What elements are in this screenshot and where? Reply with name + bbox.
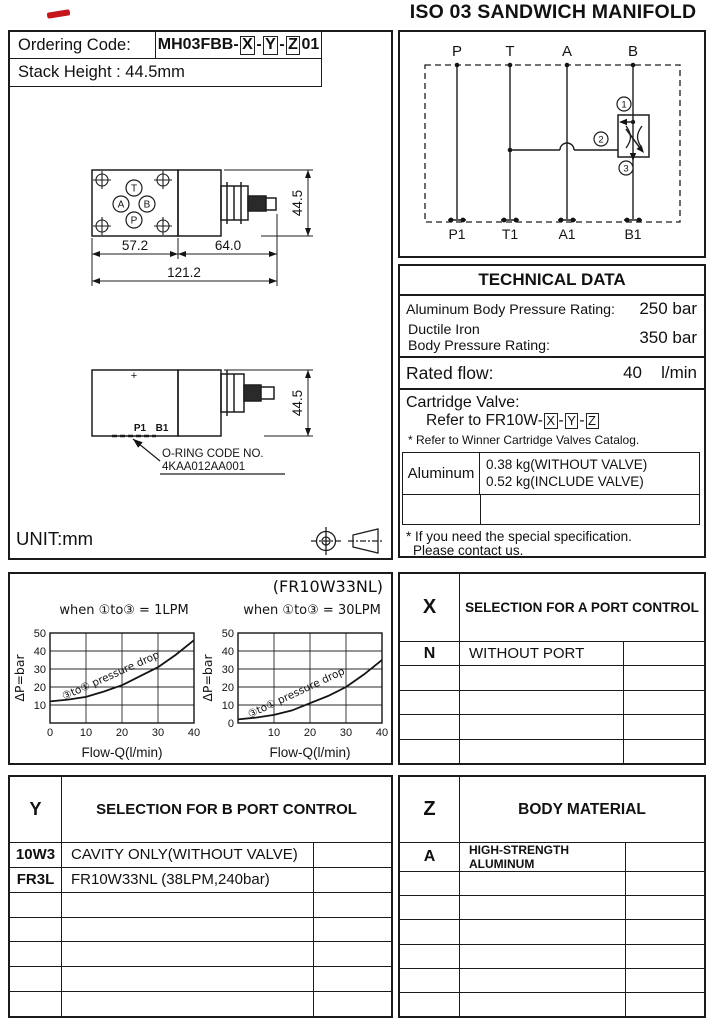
performance-charts-panel [8,572,393,765]
weight-table [402,452,700,525]
divider [400,388,704,390]
svg-text:20: 20 [33,682,46,694]
page-title: ISO 03 SANDWICH MANIFOLD [409,1,697,23]
aluminum-rating-label: Aluminum Body Pressure Rating: [406,302,615,318]
svg-text:10: 10 [79,727,93,739]
cartridge-title: Cartridge Valve: [406,394,520,411]
code-y-box: Y [263,36,279,55]
callout-1: 1 [621,99,627,111]
technical-data-panel [398,264,706,558]
unit-label: UNIT:mm [16,528,94,549]
top-view-drawing [76,158,326,306]
option-desc: CAVITY ONLY(WITHOUT VALVE) [71,846,298,864]
empty-row [400,740,704,763]
x-selection-table [398,572,706,765]
z-table-title: BODY MATERIAL [518,800,646,818]
port-markers [113,180,155,228]
ordering-code-value: MH03FBB- X - Y - Z 01 [157,35,320,53]
option-desc: WITHOUT PORT [469,645,585,663]
svg-text:0: 0 [46,727,54,739]
stack-height-row [10,59,322,87]
svg-text:20: 20 [115,727,129,739]
b1-label: B1 [155,423,169,434]
chart-model-note: (FR10W33NL) [272,577,383,596]
cartridge-z-box: Z [586,413,599,429]
cartridge-y-box: Y [565,413,579,429]
empty-row [400,666,704,690]
svg-text:A1: A1 [558,226,576,242]
port-t-label: T [130,183,138,195]
empty-row [400,691,704,715]
code-z-box: Z [286,36,301,55]
chart2-xlabel: Flow-Q(l/min) [269,745,351,760]
chart2-xticks [268,727,388,739]
callout-bubbles [594,97,633,175]
svg-text:T1: T1 [501,226,519,242]
dimension-lines [92,170,313,286]
dim-44-5-top: 44.5 [290,189,305,217]
table-row [10,868,391,893]
empty-row [400,715,704,739]
ordering-code-row [10,32,322,59]
red-logo-mark [47,9,71,19]
chart1-yticks [34,628,46,712]
empty-row [10,918,391,943]
option-extra [313,868,391,892]
svg-text:30: 30 [221,664,234,676]
empty-row [400,920,704,944]
y-code-header: Y [10,777,62,842]
empty-row [400,945,704,969]
chart1-title: when ①to③ = 1LPM [59,603,189,618]
dim-64-0: 64.0 [214,238,242,253]
svg-text:50: 50 [33,628,46,640]
option-extra [313,843,391,867]
chart1-ylabel: ΔP=bar [12,654,27,702]
weight-col-divider [480,495,481,524]
ductile-label-line1: Ductile Iron [408,322,480,338]
table-row [10,843,391,868]
rated-flow-value: 40 [623,363,642,382]
chart2-title: when ①to③ = 30LPM [243,603,381,618]
oring-leader-line [133,439,160,461]
weight-line1: 0.38 kg(WITHOUT VALVE) [486,457,648,472]
dim-57-2: 57.2 [121,238,149,253]
schematic-bottom-labels [448,226,641,242]
empty-row [400,969,704,993]
table-row [400,843,704,872]
svg-text:B: B [627,43,639,60]
svg-text:30: 30 [151,727,165,739]
empty-row [400,872,704,896]
x-code-header: X [400,574,460,641]
port-b-label: B [143,199,151,211]
y-table-title: SELECTION FOR B PORT CONTROL [96,801,357,818]
chart2-curve-label: ③to① pressure drop [246,665,347,721]
svg-text:10: 10 [221,700,234,712]
option-desc: HIGH-STRENGTH ALUMINUM [469,843,569,871]
svg-text:T: T [505,43,515,60]
cartridge-x-box: X [544,413,558,429]
empty-row [10,893,391,918]
empty-row [10,942,391,967]
weight-material-cell: Aluminum [403,453,480,495]
ordering-code-label: Ordering Code: [10,32,156,58]
valve-body-outline [178,170,221,236]
empty-row [400,993,704,1016]
ductile-value: 350 bar [639,328,697,347]
svg-text:20: 20 [303,727,317,739]
stem-cap [266,198,276,210]
empty-row [400,896,704,920]
svg-text:40: 40 [221,646,234,658]
table-row [400,642,704,666]
option-extra [625,843,704,871]
side-view-drawing [76,360,326,488]
oring-note-line1: O-RING CODE NO. [162,448,264,460]
stack-height-label: Stack Height : 44.5mm [18,63,185,81]
divider [400,356,704,358]
port-p-label: P [130,215,138,227]
svg-text:A: A [561,43,573,60]
svg-text:40: 40 [187,727,201,739]
flow-control-valve [618,115,649,161]
svg-text:P1: P1 [448,226,466,242]
y-selection-table [8,775,393,1018]
weight-line2: 0.52 kg(INCLUDE VALVE) [486,474,644,489]
empty-row [10,992,391,1016]
svg-text:30: 30 [33,664,46,676]
hydraulic-schematic-panel [398,30,706,258]
cartridge-refer: Refer to FR10W- X - Y - Z [426,412,600,430]
plus-mark: + [130,370,138,382]
special-note-line1: * If you need the special specification. [406,529,632,544]
pressure-drop-chart-1 [12,598,202,764]
option-desc: FR10W33NL (38LPM,240bar) [71,871,270,889]
callout-3: 3 [623,163,629,175]
chart1-xlabel: Flow-Q(l/min) [81,745,163,760]
svg-text:20: 20 [221,682,234,694]
rated-flow-unit: l/min [661,363,697,382]
z-body-material-table [398,775,706,1018]
svg-text:10: 10 [33,700,46,712]
cartridge-note: * Refer to Winner Cartridge Valves Catalog. [408,433,640,447]
schematic-top-labels [452,43,638,60]
pressure-drop-chart-2 [200,598,390,764]
z-code-header: Z [400,777,460,842]
option-code: FR3L [10,868,62,892]
chart1-curve-label: ③to① pressure drop [60,648,162,703]
empty-row [10,967,391,992]
adjust-stem [248,196,266,211]
x-table-title: SELECTION FOR A PORT CONTROL [465,600,699,615]
adjust-stem [244,385,261,401]
hydraulic-schematic [400,32,704,256]
svg-text:50: 50 [221,628,234,640]
special-note-line2: Please contact us. [413,543,524,558]
dim-44-5-side: 44.5 [290,389,305,417]
rated-flow-label: Rated flow: [406,363,494,383]
ductile-label-line2: Body Pressure Rating: [408,338,550,354]
projection-angle-icon [304,522,388,558]
option-extra [623,642,704,665]
option-code: N [400,642,460,665]
stem-cap [261,387,274,399]
aluminum-rating-value: 250 bar [639,299,697,318]
svg-text:30: 30 [339,727,353,739]
drawing-panel [8,30,393,560]
port-a-label: A [117,199,125,211]
option-code: 10W3 [10,843,62,867]
svg-text:P: P [451,43,463,60]
svg-text:40: 40 [375,727,389,739]
option-code: A [400,843,460,871]
weight-row-divider [480,494,699,495]
svg-text:10: 10 [267,727,281,739]
chart1-xticks [47,727,200,739]
manifold-boundary [425,65,680,222]
chart1-grid [50,633,194,723]
chart2-yticks [222,628,234,730]
oring-note-line2: 4KAA012AA001 [162,461,246,473]
svg-text:40: 40 [33,646,46,658]
technical-data-header: TECHNICAL DATA [400,266,704,296]
dim-121-2: 121.2 [167,265,201,280]
svg-text:0: 0 [227,718,234,730]
callout-2: 2 [598,134,604,146]
chart2-ylabel: ΔP=bar [200,654,215,702]
svg-text:B1: B1 [624,226,642,242]
p1-label: P1 [133,423,147,434]
code-x-box: X [240,36,256,55]
